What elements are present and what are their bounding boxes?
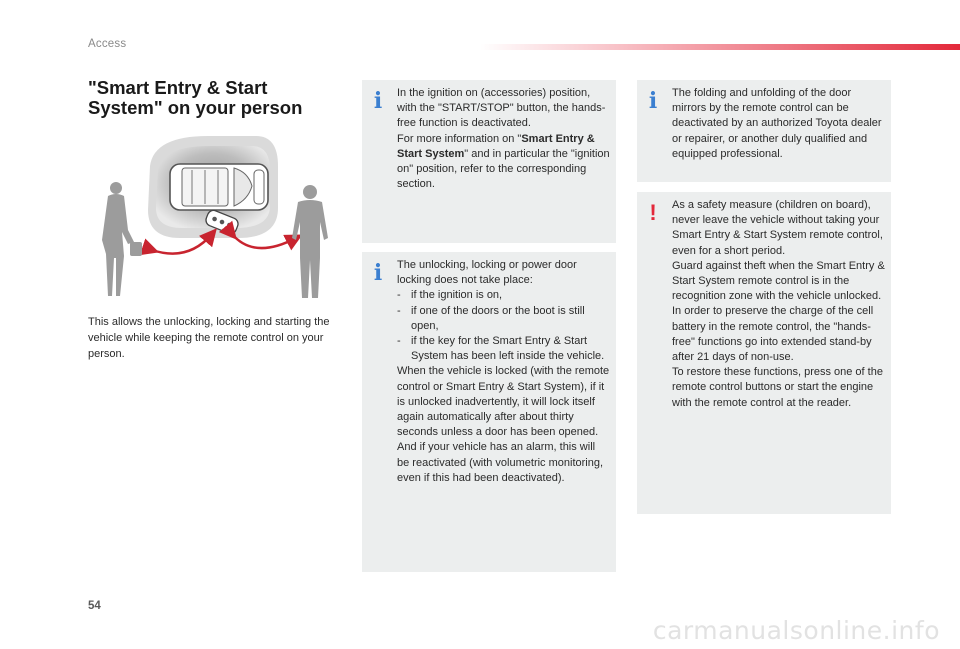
- smart-entry-illustration: [88, 130, 348, 305]
- vehicle-icon: [170, 164, 268, 210]
- note-ignition: [362, 80, 616, 243]
- header-accent-bar: [480, 44, 960, 50]
- note-ignition-bold: Smart Entry & Start System: [397, 132, 595, 160]
- unlocking-intro: The unlocking, locking or power door locking does not take place:: [397, 259, 577, 287]
- unlocking-conditions: [397, 288, 610, 364]
- note-unlocking-text: [397, 258, 610, 486]
- page-number: 54: [88, 600, 101, 612]
- warning-safety-text: As a safety measure (children on board), never leave the vehicle without taking your Smart Entry & Start System remote control, even for a short period. Guard against theft when the Smart Entry & Start System remote control is in the recognition zone with the vehicle unlocked. In order to preserve the charge of the cell battery in the remote control, the "hands-free" functions go into extended stand-by after 21 days of non-use. To restore these functions, press one of the remote control buttons or start the engine with the remote control at the reader.: [672, 199, 885, 409]
- relock-text: When the vehicle is locked (with the remote control or Smart Entry & Start System), if it is unlocked inadvertently, it will lock itself again automatically after about thirty seconds unless a door has been opened.: [397, 365, 610, 439]
- note-ignition-after: " and in particular the "ignition on" position, refer to the corresponding section.: [397, 147, 610, 191]
- condition-item: - if the key for the Smart Entry & Start System has been left inside the vehicle.: [397, 334, 610, 364]
- note-mirrors-text: The folding and unfolding of the door mirrors by the remote control can be deactivated by an authorized Toyota dealer or repairer, or another duly qualified and equipped professional.: [672, 87, 882, 160]
- info-icon: i: [373, 88, 383, 114]
- warning-safety: [637, 192, 891, 514]
- page-title: "Smart Entry & Start System" on your person: [88, 77, 303, 118]
- note-mirrors: [637, 80, 891, 182]
- alarm-text: And if your vehicle has an alarm, this will be reactivated (with volumetric monitoring, even if this had been deactivated).: [397, 441, 604, 484]
- note-ignition-before: In the ignition on (accessories) position, with the "START/STOP" button, the hands-free function is deactivated. For more information on ": [397, 87, 606, 145]
- note-unlocking: [362, 252, 616, 572]
- info-icon: i: [648, 88, 658, 114]
- note-ignition-text: [397, 86, 610, 192]
- watermark: carmanualsonline.info: [652, 616, 940, 645]
- section-label: Access: [88, 38, 127, 50]
- woman-silhouette: [102, 182, 142, 296]
- info-icon: i: [373, 260, 383, 286]
- intro-text: This allows the unlocking, locking and starting the vehicle while keeping the remote control on your person.: [88, 316, 330, 360]
- condition-item: - if one of the doors or the boot is still open,: [397, 304, 610, 334]
- man-silhouette: [292, 185, 328, 298]
- condition-item: - if the ignition is on,: [397, 288, 610, 303]
- warning-icon: !: [649, 200, 657, 225]
